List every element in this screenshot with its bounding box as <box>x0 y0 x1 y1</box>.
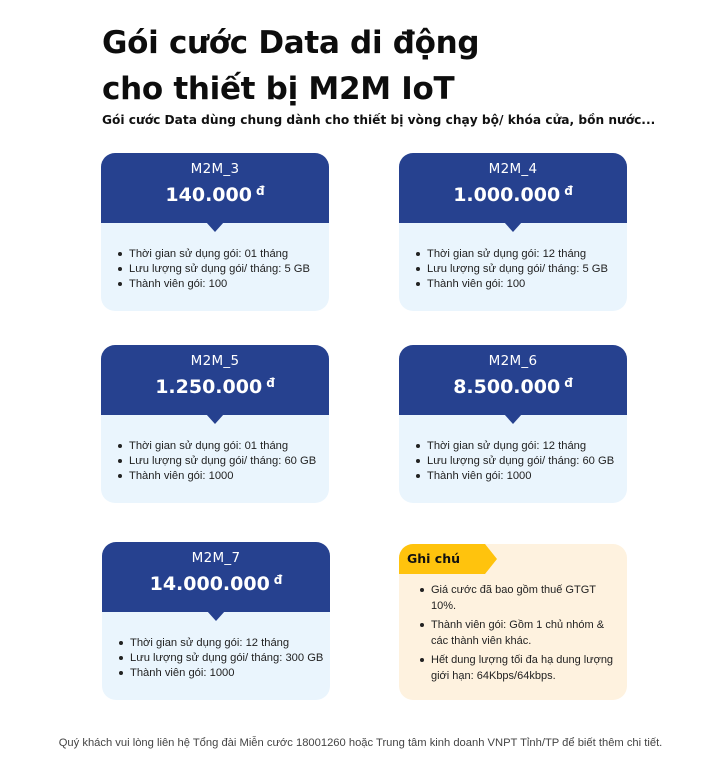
note-list <box>419 582 619 687</box>
package-card-m2m-6[interactable] <box>399 345 627 503</box>
package-feature-duration: Thời gian sử dụng gói: 01 tháng <box>117 439 319 454</box>
page-title <box>102 20 662 112</box>
note-item-vat: Giá cước đã bao gồm thuế GTGT 10%. <box>419 582 619 614</box>
package-name: M2M_4 <box>488 161 538 177</box>
package-card-body <box>101 223 329 311</box>
package-feature-data: Lưu lượng sử dụng gói/ tháng: 60 GB <box>415 454 617 469</box>
package-card-body <box>101 415 329 503</box>
package-feature-data: Lưu lượng sử dụng gói/ tháng: 5 GB <box>117 262 319 277</box>
note-item-members: Thành viên gói: Gồm 1 chủ nhóm & các thành viên khác. <box>419 617 619 649</box>
package-price <box>399 184 627 206</box>
package-card-m2m-4[interactable] <box>399 153 627 311</box>
package-price <box>101 376 329 398</box>
currency-symbol: đ <box>564 184 573 198</box>
currency-symbol: đ <box>564 376 573 390</box>
package-card-header <box>102 542 330 612</box>
package-card-header <box>101 345 329 415</box>
package-card-body <box>399 415 627 503</box>
note-label: Ghi chú <box>399 544 485 574</box>
package-card-m2m-5[interactable] <box>101 345 329 503</box>
currency-symbol: đ <box>255 184 265 198</box>
package-card-body <box>399 223 627 311</box>
package-card-header <box>399 345 627 415</box>
package-card-m2m-7[interactable] <box>102 542 330 700</box>
package-feature-members: Thành viên gói: 100 <box>415 277 617 292</box>
package-feature-list <box>117 439 319 484</box>
package-name: M2M_6 <box>488 353 538 369</box>
footer-contact-text: Quý khách vui lòng liên hệ Tổng đài Miễn cước 18001260 hoặc Trung tâm kinh doanh VNPT Tỉnh/TP để biết thêm chi tiết. <box>58 737 663 749</box>
package-price-value: 140.000 <box>165 184 252 206</box>
page-subtitle: Gói cước Data dùng chung dành cho thiết bị vòng chạy bộ/ khóa cửa, bồn nước... <box>102 113 656 127</box>
package-feature-members: Thành viên gói: 1000 <box>118 666 320 681</box>
package-feature-duration: Thời gian sử dụng gói: 12 tháng <box>415 439 617 454</box>
package-price-value: 8.500.000 <box>453 376 561 398</box>
package-name: M2M_5 <box>190 353 240 369</box>
package-feature-data: Lưu lượng sử dụng gói/ tháng: 300 GB <box>118 651 320 666</box>
package-feature-members: Thành viên gói: 1000 <box>117 469 319 484</box>
currency-symbol: đ <box>273 573 283 587</box>
package-price-value: 14.000.000 <box>149 573 270 595</box>
package-feature-list <box>415 439 617 484</box>
currency-symbol: đ <box>266 376 275 390</box>
package-feature-duration: Thời gian sử dụng gói: 01 tháng <box>117 247 319 262</box>
package-card-header <box>101 153 329 223</box>
package-card-body <box>102 612 330 700</box>
page-title-line-2: cho thiết bị M2M IoT <box>102 71 455 107</box>
note-box <box>399 544 627 700</box>
package-price-value: 1.000.000 <box>453 184 561 206</box>
package-feature-list <box>118 636 324 681</box>
package-name: M2M_7 <box>191 550 241 566</box>
package-price <box>399 376 627 398</box>
package-feature-data: Lưu lượng sử dụng gói/ tháng: 60 GB <box>117 454 319 469</box>
package-card-header <box>399 153 627 223</box>
package-name: M2M_3 <box>190 161 240 177</box>
package-card-m2m-3[interactable] <box>101 153 329 311</box>
package-feature-data: Lưu lượng sử dụng gói/ tháng: 5 GB <box>415 262 617 277</box>
package-price <box>101 184 329 206</box>
package-feature-members: Thành viên gói: 100 <box>117 277 319 292</box>
package-feature-members: Thành viên gói: 1000 <box>415 469 617 484</box>
package-price-value: 1.250.000 <box>155 376 263 398</box>
package-price <box>102 573 330 595</box>
package-feature-list <box>415 247 617 292</box>
page-title-line-1: Gói cước Data di động <box>102 25 480 61</box>
note-item-speed-limit: Hết dung lượng tối đa hạ dung lượng giới hạn: 64Kbps/64kbps. <box>419 652 619 684</box>
package-feature-list <box>117 247 319 292</box>
package-feature-duration: Thời gian sử dụng gói: 12 tháng <box>118 636 320 651</box>
package-feature-duration: Thời gian sử dụng gói: 12 tháng <box>415 247 617 262</box>
